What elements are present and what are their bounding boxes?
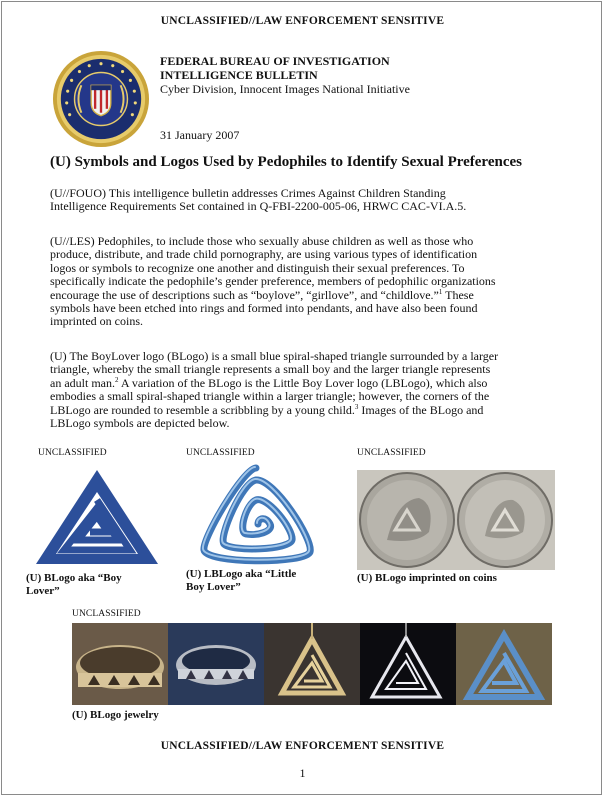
paragraph-line (50, 289, 560, 302)
figure-classification-label: UNCLASSIFIED (72, 609, 141, 619)
pendant-photo (360, 623, 456, 705)
caption-blogo (26, 572, 122, 598)
paragraph-text: A variation of the BLogo is the Little Boy Lover logo (LBLogo), which also (118, 375, 488, 390)
caption-line: Boy Lover” (186, 581, 241, 593)
ring-photo (72, 623, 168, 705)
caption-lblogo (186, 568, 296, 594)
division-name: Cyber Division, Innocent Images National Initiative (160, 82, 410, 96)
paragraph-line: symbols have been etched into rings and formed into pendants, and have also been found (50, 301, 478, 316)
jewelry-photo-strip (72, 623, 552, 705)
paragraph-line: produce, distribute, and trade child pornography, are using various types of identification (50, 247, 478, 262)
header-classification-banner: UNCLASSIFIED//LAW ENFORCEMENT SENSITIVE (160, 15, 445, 27)
paragraph-line: LBLogo symbols are depicted below. (50, 416, 230, 431)
caption-line: (U) LBLogo aka “Little (186, 568, 297, 580)
blogo-image (30, 462, 165, 572)
paragraph-line: Intelligence Requirements Set contained in Q-FBI-2200-005-06, HRWC CAC-VI.A.5. (50, 199, 467, 214)
paragraph-fouo (50, 187, 560, 214)
figure-classification-label: UNCLASSIFIED (357, 448, 426, 458)
paragraph-line: (U//FOUO) This intelligence bulletin addresses Crimes Against Children Standing (50, 186, 446, 200)
caption-line: (U) BLogo aka “Boy (26, 572, 122, 584)
paragraph-line (50, 377, 560, 390)
paragraph-text: an adult man. (50, 375, 115, 390)
paragraph-line: imprinted on coins. (50, 314, 143, 329)
pendant-photo (264, 623, 360, 705)
agency-block (160, 54, 410, 96)
paragraph-line: logos or symbols to recognize one another and distinguish their sexual preferences. To (50, 260, 465, 275)
footer-classification-banner: UNCLASSIFIED//LAW ENFORCEMENT SENSITIVE (160, 740, 445, 752)
fbi-seal-icon (52, 50, 150, 148)
pendant-photo (456, 623, 552, 705)
paragraph-line (50, 404, 560, 417)
lblogo-image (186, 460, 326, 572)
paragraph-text: encourage the use of descriptions such as “boylove”, “girllove”, and “childlove.” (50, 287, 439, 302)
coins-photo (357, 470, 555, 570)
agency-name: FEDERAL BUREAU OF INVESTIGATION (160, 54, 390, 68)
paragraph-line: triangle, whereby the small triangle represents a small boy and the larger triangle represents (50, 362, 491, 377)
caption-jewelry: (U) BLogo jewelry (72, 709, 159, 721)
bulletin-title: (U) Symbols and Logos Used by Pedophiles to Identify Sexual Preferences (50, 154, 522, 170)
bulletin-type: INTELLIGENCE BULLETIN (160, 68, 318, 82)
caption-line: Lover” (26, 585, 60, 597)
paragraph-text: These (442, 287, 474, 302)
paragraph-text: Images of the BLogo and (358, 402, 484, 417)
footnote-ref: 2 (114, 375, 119, 384)
paragraph-line: embodies a small spiral-shaped triangle within a larger triangle; however, the corners of the (50, 389, 490, 404)
footnote-ref: 3 (354, 402, 359, 411)
paragraph-text: LBLogo are rounded to resemble a scribbling by a young child. (50, 402, 355, 417)
ring-photo (168, 623, 264, 705)
page-number: 1 (299, 766, 306, 780)
caption-coins: (U) BLogo imprinted on coins (357, 572, 497, 584)
figure-classification-label: UNCLASSIFIED (186, 448, 255, 458)
figure-classification-label: UNCLASSIFIED (38, 448, 107, 458)
paragraph-line: specifically indicate the pedophile’s gender preference, members of pedophilic organizations (50, 274, 496, 289)
paragraph-blogo (50, 350, 560, 430)
footnote-ref: 1 (438, 287, 443, 296)
paragraph-line: (U//LES) Pedophiles, to include those who sexually abuse children as well as those who (50, 234, 474, 248)
paragraph-les (50, 235, 560, 329)
paragraph-line: (U) The BoyLover logo (BLogo) is a small blue spiral-shaped triangle surrounded by a larger (50, 349, 499, 363)
bulletin-date: 31 January 2007 (160, 128, 240, 142)
